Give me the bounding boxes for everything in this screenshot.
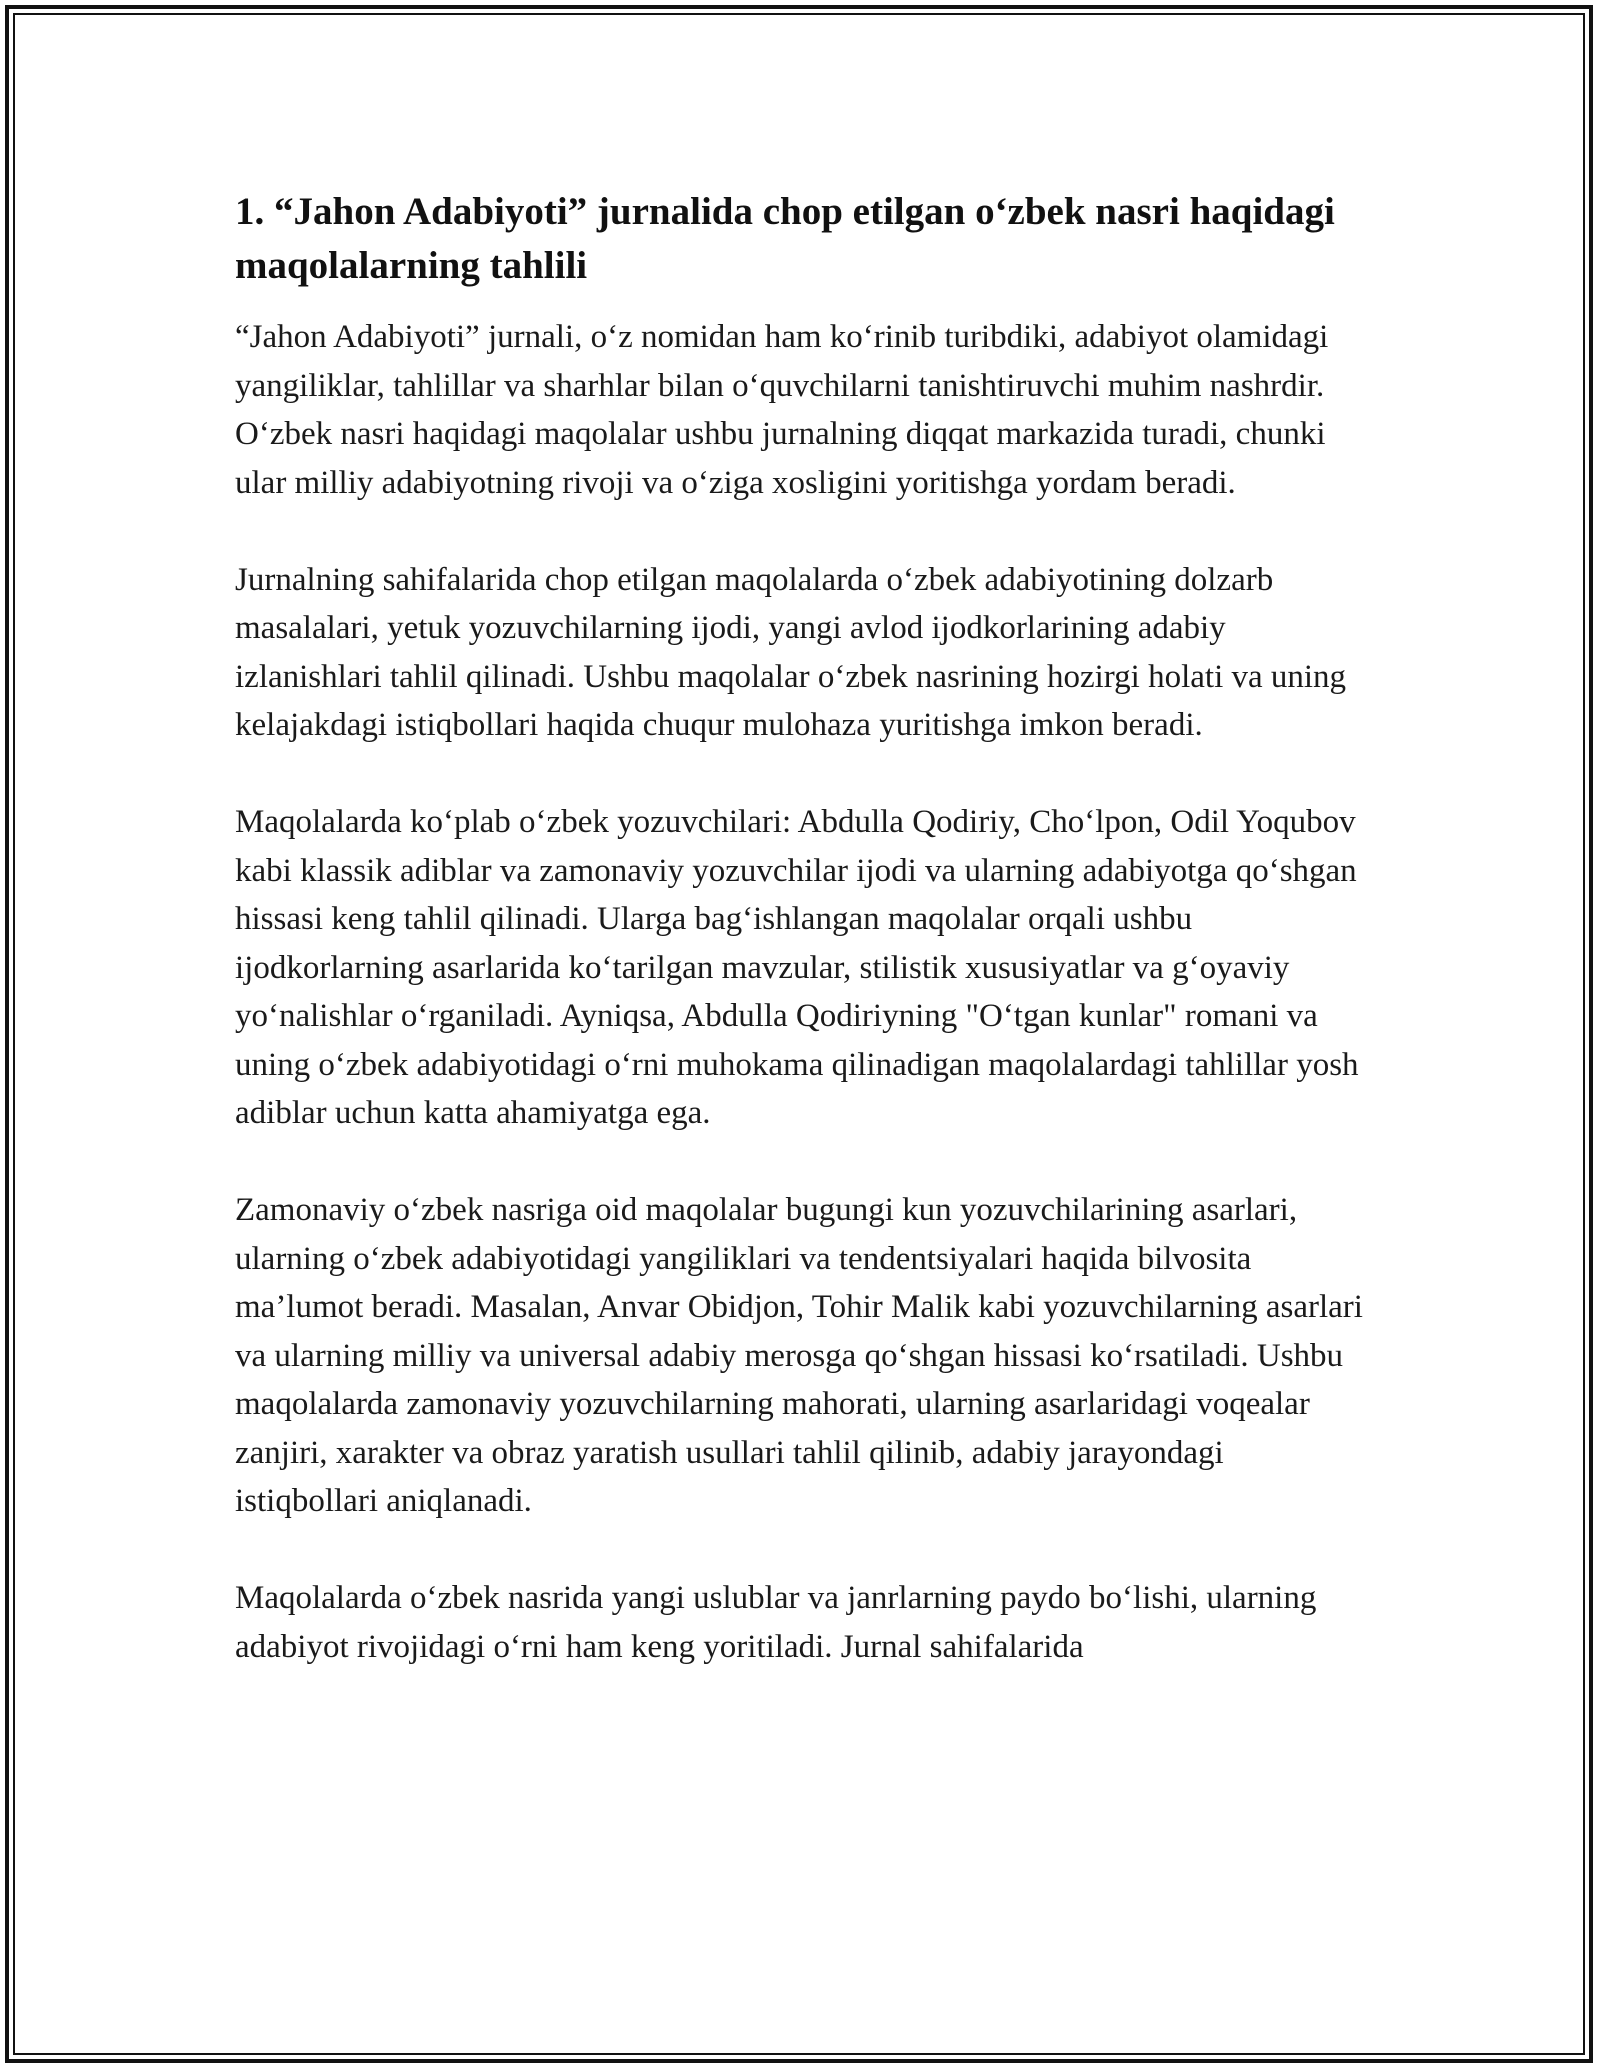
section-heading: 1. “Jahon Adabiyoti” jurnalida chop etilgan o‘zbek nasri haqidagi maqolalarning tahlili xyxy=(235,190,1335,287)
paragraph-2: Jurnalning sahifalarida chop etilgan maqolalarda o‘zbek adabiyotining dolzarb masalalari, yetuk yozuvchilarning ijodi, yangi avlod ijodkorlarining adabiy izlanishlari tahlil qilinadi. Ushbu maqolalar o‘zbek nasrining hozirgi holati va uning kelajakdagi istiqbollari haqida chuqur mulohaza yuritishga imkon beradi. xyxy=(235,561,1347,743)
paragraph-4: Zamonaviy o‘zbek nasriga oid maqolalar bugungi kun yozuvchilarining asarlari, ularning o‘zbek adabiyotidagi yangiliklari va tendentsiyalari haqida bilvosita ma’lumot beradi. Masalan, Anvar Obidjon, Tohir Malik kabi yozuvchilarning asarlari va ularning milliy va universal adabiy merosga qo‘shgan hissasi ko‘rsatiladi. Ushbu maqolalarda zamonaviy yozuvchilarning mahorati, ularning asarlaridagi voqealar zanjiri, xarakter va obraz yaratish usullari tahlil qilinib, adabiy jarayondagi istiqbollari aniqlanadi. xyxy=(235,1192,1363,1519)
paragraph-1: “Jahon Adabiyoti” jurnali, o‘z nomidan ham ko‘rinib turibdiki, adabiyot olamidagi yangiliklar, tahlillar va sharhlar bilan o‘quvchilarni tanishtiruvchi muhim nashrdir. O‘zbek nasri haqidagi maqolalar ushbu jurnalning diqqat markazida turadi, chunki ular milliy adabiyotning rivoji va o‘ziga xosligini yoritishga yordam beradi. xyxy=(235,319,1329,501)
paragraph-3: Maqolalarda ko‘plab o‘zbek yozuvchilari: Abdulla Qodiriy, Cho‘lpon, Odil Yoqubov kabi klassik adiblar va zamonaviy yozuvchilar ijodi va ularning adabiyotga qo‘shgan hissasi keng tahlil qilinadi. Ularga bag‘ishlangan maqolalar orqali ushbu ijodkorlarning asarlarida ko‘tarilgan mavzular, stilistik xususiyatlar va g‘oyaviy yo‘nalishlar o‘rganiladi. Ayniqsa, Abdulla Qodiriyning "O‘tgan kunlar" romani va uning o‘zbek adabiyotidagi o‘rni muhokama qilinadigan maqolalardagi tahlillar yosh adiblar uchun katta ahamiyatga ega. xyxy=(235,804,1359,1131)
document-body xyxy=(235,185,1370,1720)
paragraph-5: Maqolalarda o‘zbek nasrida yangi uslublar va janrlarning paydo bo‘lishi, ularning adabiyot rivojidagi o‘rni ham keng yoritiladi. Jurnal sahifalarida xyxy=(235,1580,1317,1665)
